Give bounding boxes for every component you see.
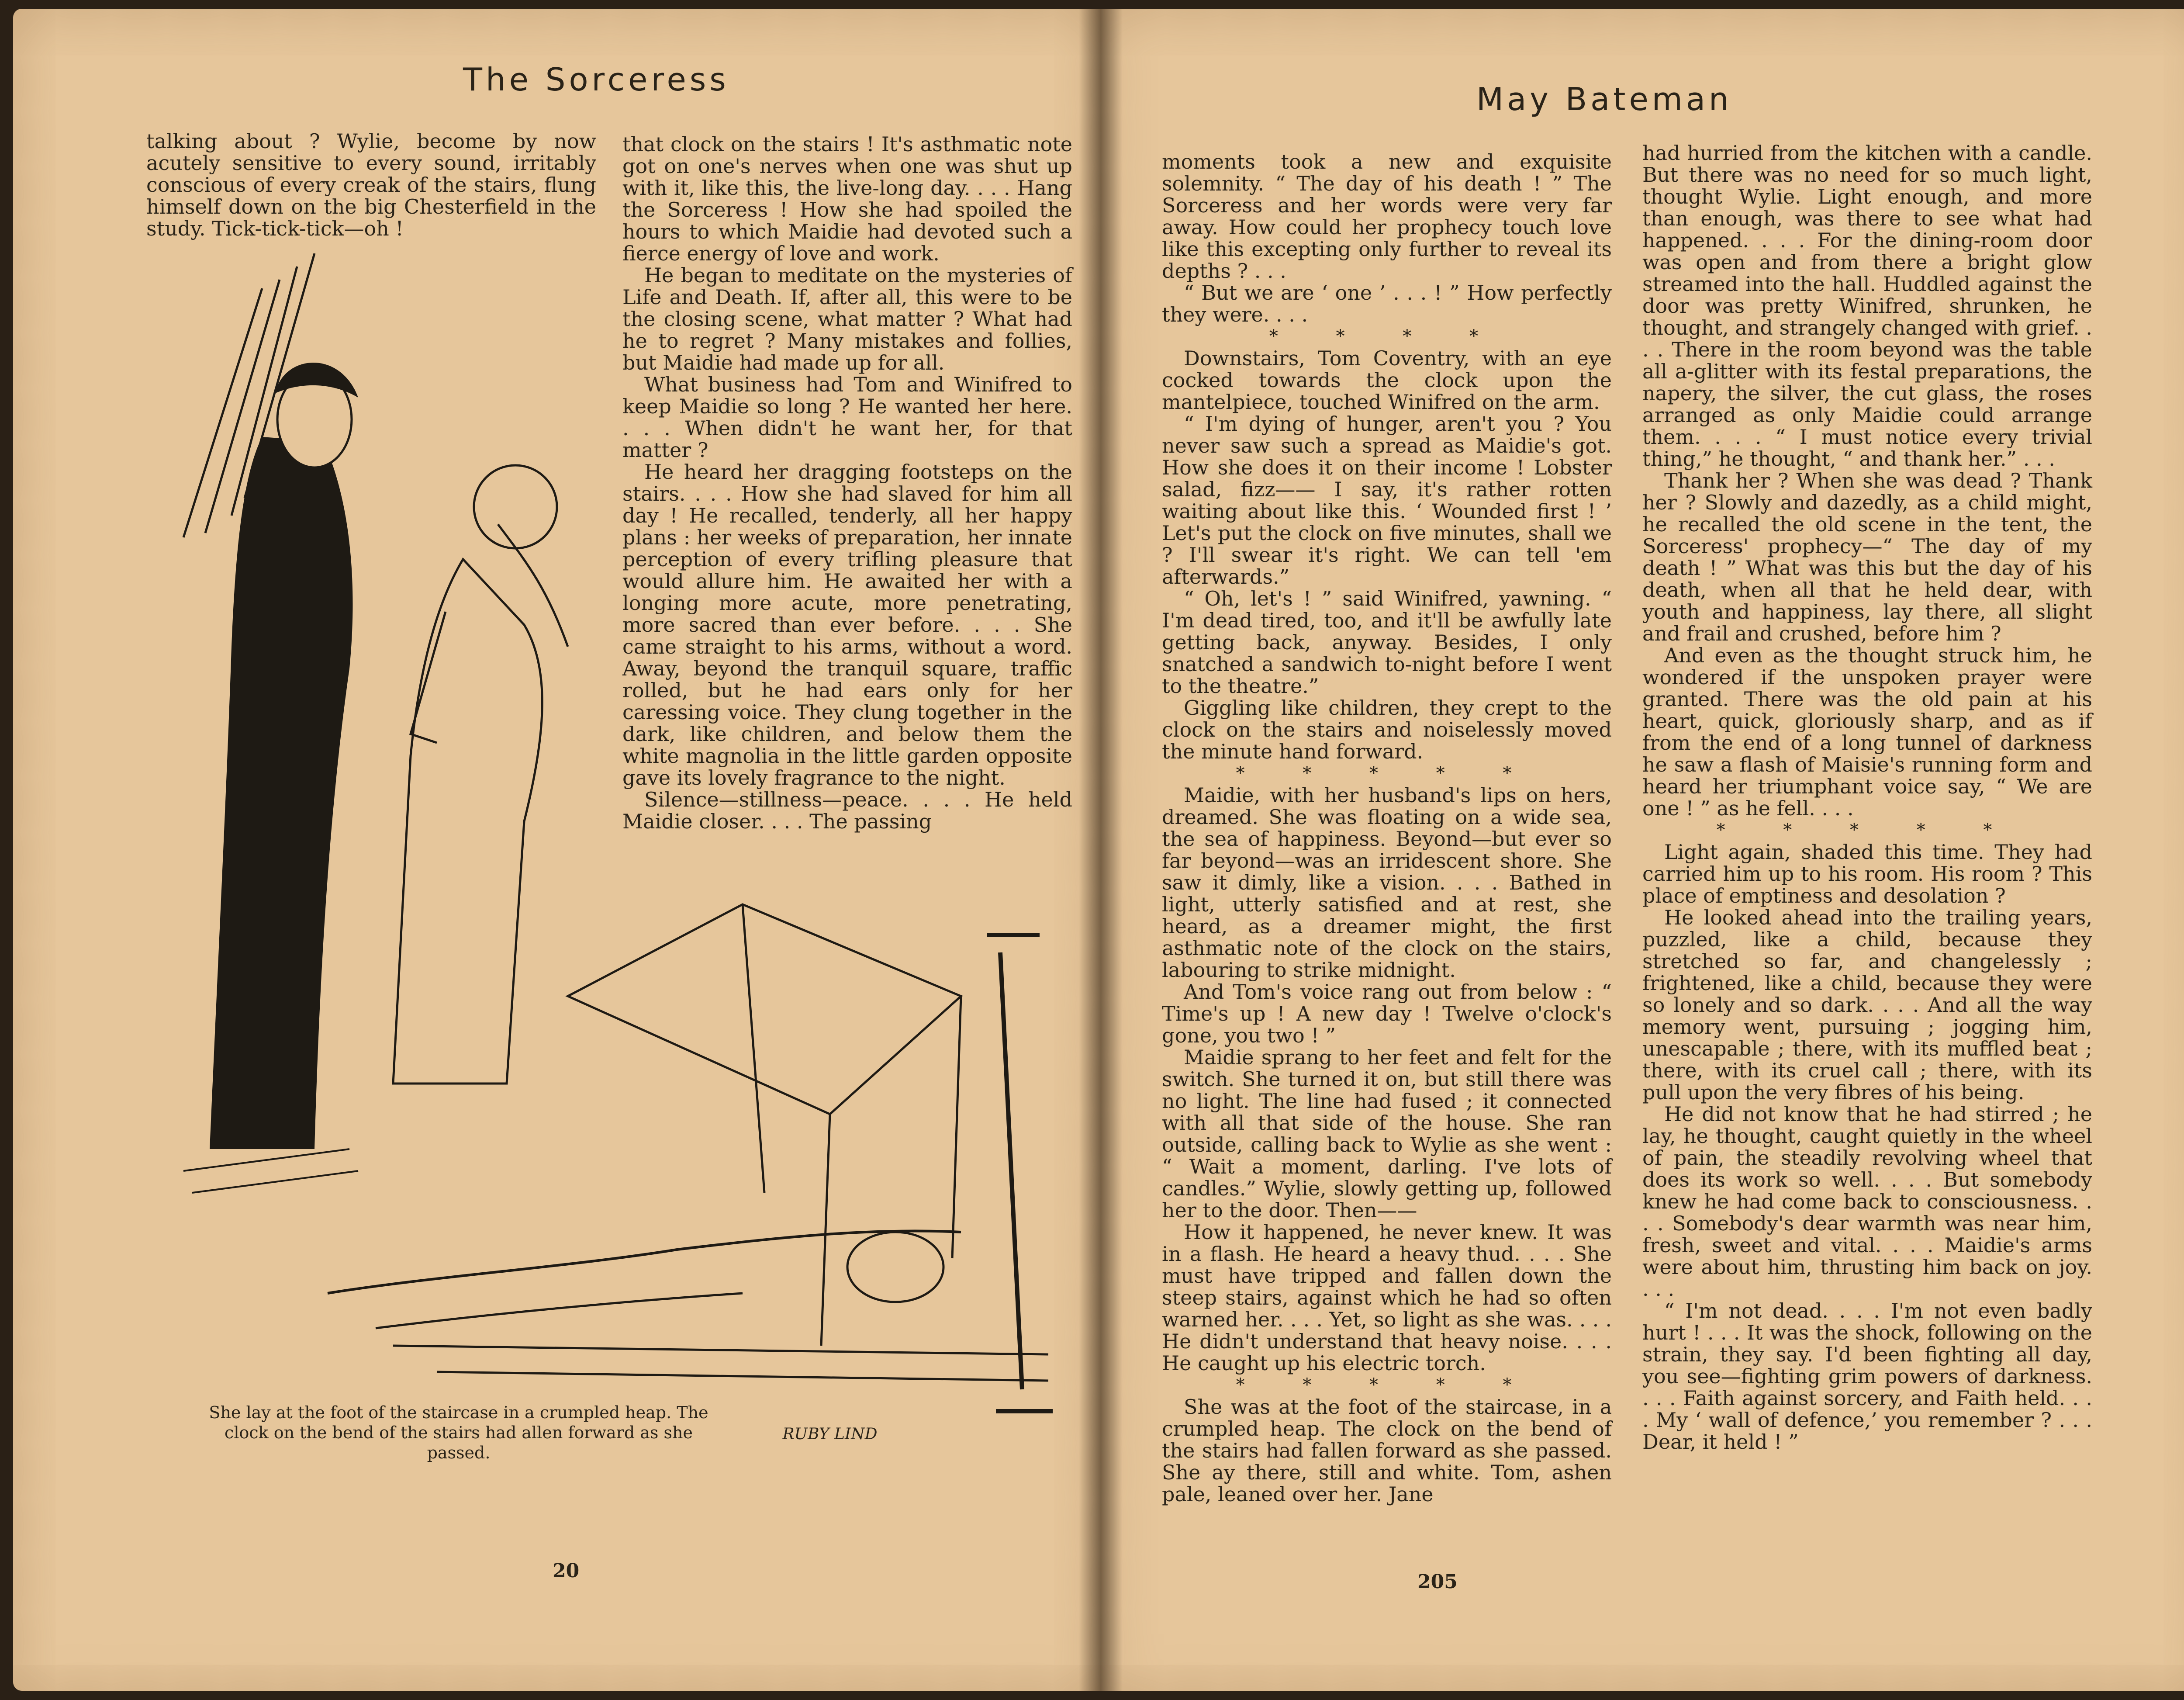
paragraph: Thank her ? When she was dead ? Thank her ? Slowly and dazedly, as a child might, he recalled the old scene in the tent, the Sorceress' prophecy—“ The day of my death ! ” What was this but the day of his death, when all that he held dear, with youth and happiness, lay there, all slight and frail and crushed, before him ?	[1642, 469, 2092, 645]
paragraph: talking about ? Wylie, become by now acutely sensitive to every sound, irritably conscious of every creak of the stairs, flung himself down on the big Chesterfield in the study. Tick-tick-tick—oh !	[146, 129, 596, 240]
illustration-caption: She lay at the foot of the staircase in a crumpled heap. The clock on the bend of the stairs had allen forward as she passed.	[209, 1403, 708, 1462]
paragraph: Maidie sprang to her feet and felt for the switch. She turned it on, but still there was no light. The line had fused ; it connected with all that side of the house. She ran outside, calling back to Wylie as she went : “ Wait a moment, darling. I've lots of candles.” Wylie, slowly getting up, followed her to the door. Then——	[1162, 1046, 1612, 1222]
running-head-right: May Bateman	[1476, 81, 1732, 118]
paragraph: What business had Tom and Winifred to keep Maidie so long ? He wanted her here. . . . When didn't he want her, for that matter ?	[622, 373, 1072, 462]
right-page	[1101, 9, 2184, 1691]
running-head-left: The Sorceress	[463, 61, 729, 98]
section-break: * * * * *	[1236, 1375, 1538, 1395]
staircase-illustration	[131, 253, 1079, 1442]
paragraph: How it happened, he never knew. It was in a flash. He heard a heavy thud. . . . She must have tripped and fallen down the steep stairs, against which he had so often warned her. . . . Yet, so light as she was. . . . He didn't understand that heavy noise. . . . He caught up his electric torch.	[1162, 1220, 1612, 1375]
right-column-2	[1642, 142, 2092, 1453]
paragraph: Silence—stillness—peace. . . . He held Maidie closer. . . . The passing	[622, 788, 1072, 833]
artist-signature: RUBY LIND	[782, 1425, 878, 1443]
paragraph: He did not know that he had stirred ; he lay, he thought, caught quietly in the wheel of pain, the steadily revolving wheel that does its work so well. . . . But somebody knew he had come back to consciousness. . . . Somebody's dear warmth was near him, fresh, sweet and vital. . . . Maidie's arms were about him, thrusting him back on joy. . . .	[1642, 1102, 2092, 1301]
paragraph: “ I'm dying of hunger, aren't you ? You never saw such a spread as Maidie's got. How she does it on their income ! Lobster salad, fizz—— I say, it's rather rotten waiting about like this. ‘ Wounded first ! ’ Let's put the clock on five minutes, shall we ? I'll swear it's right. We can tell 'em afterwards.”	[1162, 412, 1612, 589]
right-column-1	[1162, 151, 1612, 1505]
paragraph: Light again, shaded this time. They had carried him up to his room. His room ? This place of emptiness and desolation ?	[1642, 840, 2092, 907]
section-break: * * * * *	[1716, 820, 2018, 840]
paragraph: And Tom's voice rang out from below : “ Time's up ! A new day ! Twelve o'clock's gone, you two ! ”	[1162, 980, 1612, 1047]
paragraph: “ But we are ‘ one ’ . . . ! ” How perfectly they were. . . .	[1162, 281, 1612, 326]
folio-right: 205	[1417, 1571, 1458, 1593]
paragraph: He looked ahead into the trailing years, puzzled, like a child, because they stretched so far, and changelessly ; frightened, like a child, because they were so lonely and so dark. . . . And all the way memory went, pursuing ; jogging him, unescapable ; there, with its muffled beat ; there, with its cruel call ; there, with its pull upon the very fibres of his being.	[1642, 906, 2092, 1104]
paragraph: “ Oh, let's ! ” said Winifred, yawning. “ I'm dead tired, too, and it'll be awfully late getting back, anyway. Besides, I only snatched a sandwich to-night before I went to the theatre.”	[1162, 587, 1612, 698]
paragraph: moments took a new and exquisite solemnity. “ The day of his death ! ” The Sorceress and her words were very far away. How could her prophecy touch love like this excepting only further to reveal its depths ? . . .	[1162, 150, 1612, 283]
paragraph: “ I'm not dead. . . . I'm not even badly hurt ! . . . It was the shock, following on the strain, they say. I'd been fighting all day, you see—fighting grim powers of darkness. . . . Faith against sorcery, and Faith held. . . . My ‘ wall of defence,’ you remember ? . . . Dear, it held ! ”	[1642, 1299, 2092, 1454]
section-break: * * * *	[1269, 326, 1505, 346]
left-page	[13, 9, 1101, 1691]
paragraph: Downstairs, Tom Coventry, with an eye cocked towards the clock upon the mantelpiece, touched Winifred on the arm.	[1162, 346, 1612, 414]
paragraph: that clock on the stairs ! It's asthmatic note got on one's nerves when one was shut up with it, like this, the live-long day. . . . Hang the Sorceress ! How she had spoiled the hours to which Maidie had devoted such a fierce energy of love and work.	[622, 132, 1072, 265]
paragraph: He heard her dragging footsteps on the stairs. . . . How she had slaved for him all day ! He recalled, tenderly, all her happy plans : her weeks of preparation, her innate perception of every trifling pleasure that would allure him. He awaited her with a longing more acute, more penetrating, more sacred than ever before. . . . She came straight to his arms, without a word. Away, beyond the tranquil square, traffic rolled, but he had ears only for her caressing voice. They clung together in the dark, like children, and below them the white magnolia in the little garden opposite gave its lovely fragrance to the night.	[622, 460, 1072, 789]
paragraph: He began to meditate on the mysteries of Life and Death. If, after all, this were to be the closing scene, what matter ? What had he to regret ? Many mistakes and follies, but Maidie had made up for all.	[622, 263, 1072, 374]
paragraph: Maidie, with her husband's lips on hers, dreamed. She was floating on a wide sea, the sea of happiness. Beyond—but ever so far beyond—was an irridescent shore. She saw it dimly, like a vision. . . . Bathed in light, utterly satisfied and at rest, she heard, as a dreamer might, the first asthmatic note of the clock on the stairs, labouring to strike midnight.	[1162, 783, 1612, 982]
left-column-1	[146, 130, 596, 239]
section-break: * * * * *	[1236, 763, 1538, 783]
paragraph: And even as the thought struck him, he wondered if the unspoken prayer were granted. There was the old pain at his heart, quick, gloriously sharp, and as if from the end of a long tunnel of darkness he saw a flash of Maisie's running form and heard her triumphant voice say, “ We are one ! ” as he fell. . . .	[1642, 644, 2092, 820]
folio-left: 20	[553, 1560, 580, 1582]
paragraph: Giggling like children, they crept to the clock on the stairs and noiselessly moved the minute hand forward.	[1162, 696, 1612, 763]
paragraph: She was at the foot of the staircase, in a crumpled heap. The clock on the bend of the stairs had fallen forward as she passed. She ay there, still and white. Tom, ashen pale, leaned over her. Jane	[1162, 1395, 1612, 1506]
paragraph: had hurried from the kitchen with a candle. But there was no need for so much light, thought Wylie. Light enough, and more than enough, was there to see what had happened. . . . For the dining-room door was open and from there a bright glow streamed into the hall. Huddled against the door was pretty Winifred, shrunken, he thought, and strangely changed with grief. . . . There in the room beyond was the table all a-glitter with its festal preparations, the napery, the silver, the cut glass, the roses arranged as only Maidie could arrange them. . . . “ I must notice every trivial thing,” he thought, “ and thank her.” . . .	[1642, 141, 2092, 471]
